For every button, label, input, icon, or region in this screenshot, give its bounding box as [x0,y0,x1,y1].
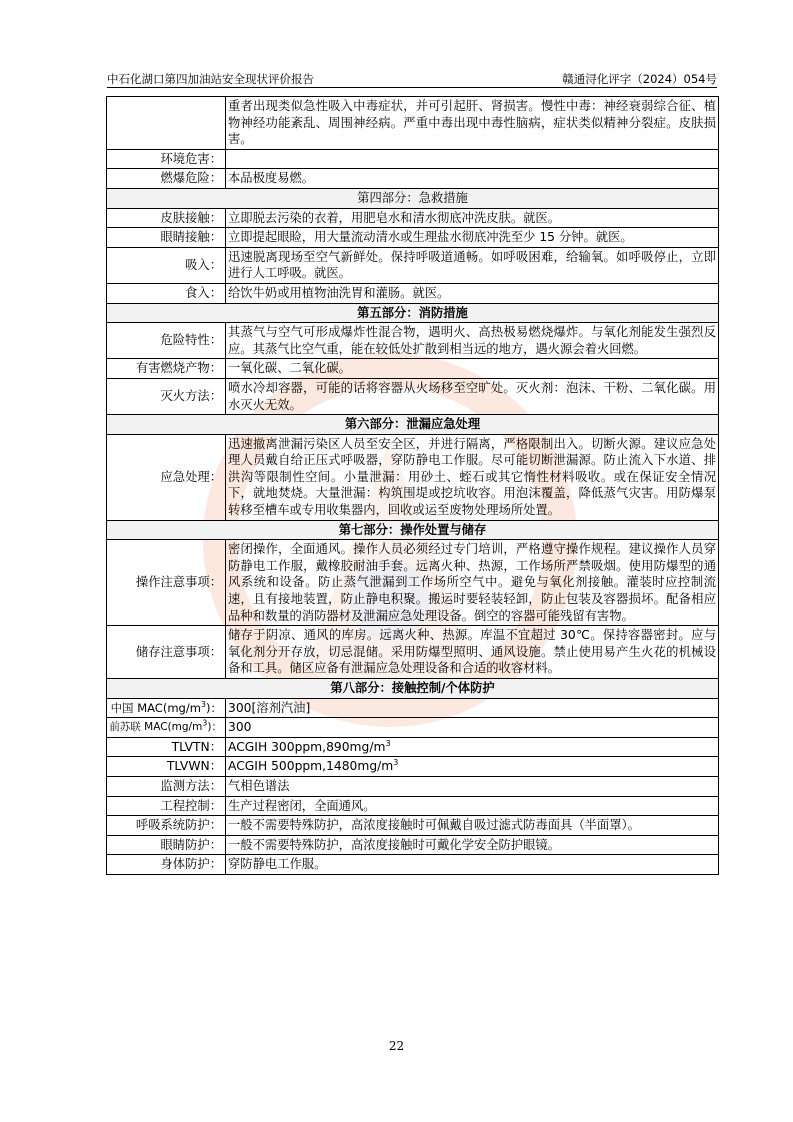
table-row [107,835,719,855]
table-row [107,378,719,414]
row-value: 立即提起眼睑，用大量流动清水或生理盐水彻底冲洗至少 15 分钟。就医。 [226,228,719,248]
row-label: 燃爆危险： [107,169,226,189]
section-title: 第八部分：接触控制/个体防护 [107,679,719,699]
row-label: 皮肤接触： [107,208,226,228]
table-row [107,247,719,283]
row-label: 有害燃烧产物： [107,359,226,379]
table-row [107,626,719,679]
section-header [107,303,719,323]
row-value [226,149,719,169]
row-value: 其蒸气与空气可形成爆炸性混合物，遇明火、高热极易燃烧爆炸。与氧化剂能发生强烈反应。其蒸气比空气重，能在较低处扩散到相当远的地方，遇火源会着火回燃。 [226,323,719,359]
page-number: 22 [388,1039,405,1053]
table-row [107,169,719,189]
row-value: 本品极度易燃。 [226,169,719,189]
table-row [107,540,719,626]
table-row [107,97,719,150]
row-label: 眼睛接触： [107,228,226,248]
row-label: 灭火方法： [107,378,226,414]
row-value: 生产过程密闭，全面通风。 [226,796,719,816]
row-value: 300[溶剂汽油] [226,698,719,718]
section-title: 第六部分：泄漏应急处理 [107,415,719,435]
table-row [107,208,719,228]
row-value: 穿防静电工作服。 [226,855,719,875]
section-title: 第五部分：消防措施 [107,303,719,323]
table-row [107,776,719,796]
section-header [107,679,719,699]
row-value: ACGIH $300ppm,890mg/m^3$ [226,737,719,757]
row-value: 密闭操作，全面通风。操作人员必须经过专门培训，严格遵守操作规程。建议操作人员穿防静电工作服，戴橡胶耐油手套。远离火种、热源，工作场所严禁吸烟。使用防爆型的通风系统和设备。防止蒸气泄漏到工作场所空气中。避免与氧化剂接触。灌装时应控制流速，且有接地装置，防止静电积聚。搬运时要轻装轻卸，防止包装及容器损坏。配备相应品种和数量的消防器材及泄漏应急处理设备。倒空的容器可能残留有害物。 [226,540,719,626]
table-row [107,149,719,169]
row-label: TLVTN： [107,737,226,757]
section-title: 第四部分：急救措施 [107,188,719,208]
row-label: 危险特性： [107,323,226,359]
row-label: 中国 $MAC(mg/m^3)$： [107,698,226,718]
toxicity-text: 重者出现类似急性吸入中毒症状，并可引起肝、肾损害。慢性中毒：神经衰弱综合征、植物神经功能紊乱、周围神经病。严重中毒出现中毒性脑病，症状类似精神分裂症。皮肤损害。 [226,97,719,150]
section-title: 第七部分：操作处置与储存 [107,520,719,540]
row-value: 立即脱去污染的衣着，用肥皂水和清水彻底冲洗皮肤。就医。 [226,208,719,228]
table-row [107,698,719,718]
row-value: ACGIH $500ppm,1480mg/m^3$ [226,757,719,777]
row-value: 储存于阴凉、通风的库房。远离火种、热源。库温不宜超过 30℃。保持容器密封。应与氧化剂分开存放，切忌混储。采用防爆型照明、通风设施。禁止使用易产生火花的机械设备和工具。储区应备有泄漏应急处理设备和合适的收容材料。 [226,626,719,679]
row-label: TLVWN： [107,757,226,777]
table-row [107,757,719,777]
table-row [107,283,719,303]
row-value: 气相色谱法 [226,776,719,796]
row-value: 喷水冷却容器，可能的话将容器从火场移至空旷处。灭火剂：泡沫、干粉、二氧化碳。用水灭火无效。 [226,378,719,414]
row-value: 一般不需要特殊防护，高浓度接触时可戴化学安全防护眼镜。 [226,835,719,855]
table-row [107,359,719,379]
row-value: 一氧化碳、二氧化碳。 [226,359,719,379]
table-row [107,796,719,816]
table-row [107,737,719,757]
table-row [107,816,719,836]
row-value: 给饮牛奶或用植物油洗胃和灌肠。就医。 [226,283,719,303]
row-label: 监测方法： [107,776,226,796]
section-header [107,415,719,435]
section-header [107,188,719,208]
row-label: 吸入： [107,247,226,283]
table-row [107,434,719,520]
section-header [107,520,719,540]
row-label: 身体防护： [107,855,226,875]
table-row [107,718,719,738]
row-value: 迅速脱离现场至空气新鲜处。保持呼吸道通畅。如呼吸困难，给输氧。如呼吸停止，立即进行人工呼吸。就医。 [226,247,719,283]
row-value: 300 [226,718,719,738]
row-label: 环境危害： [107,149,226,169]
row-label: 呼吸系统防护： [107,816,226,836]
row-label: 食入： [107,283,226,303]
row-label: 应急处理： [107,434,226,520]
table-row [107,228,719,248]
report-number: 赣通浔化评字（2024）054号 [562,72,717,86]
row-label: 眼睛防护： [107,835,226,855]
table-row [107,323,719,359]
row-label: 储存注意事项： [107,626,226,679]
report-title: 中石化湖口第四加油站安全现状评价报告 [107,72,314,86]
msds-table [106,96,719,875]
table-row [107,855,719,875]
row-label: 前苏联 $MAC(mg/m^3)$： [107,718,226,738]
row-value: 迅速撤离泄漏污染区人员至安全区，并进行隔离，严格限制出入。切断火源。建议应急处理人员戴自给正压式呼吸器，穿防静电工作服。尽可能切断泄漏源。防止流入下水道、排洪沟等限制性空间。小量泄漏：用砂土、蛭石或其它惰性材料吸收。或在保证安全情况下，就地焚烧。大量泄漏：构筑围堤或挖坑收容。用泡沫覆盖，降低蒸气灾害。用防爆泵转移至槽车或专用收集器内，回收或运至废物处理场所处置。 [226,434,719,520]
page-header [107,67,717,88]
row-label: 工程控制： [107,796,226,816]
row-label: 操作注意事项： [107,540,226,626]
row-value: 一般不需要特殊防护，高浓度接触时可佩戴自吸过滤式防毒面具（半面罩）。 [226,816,719,836]
